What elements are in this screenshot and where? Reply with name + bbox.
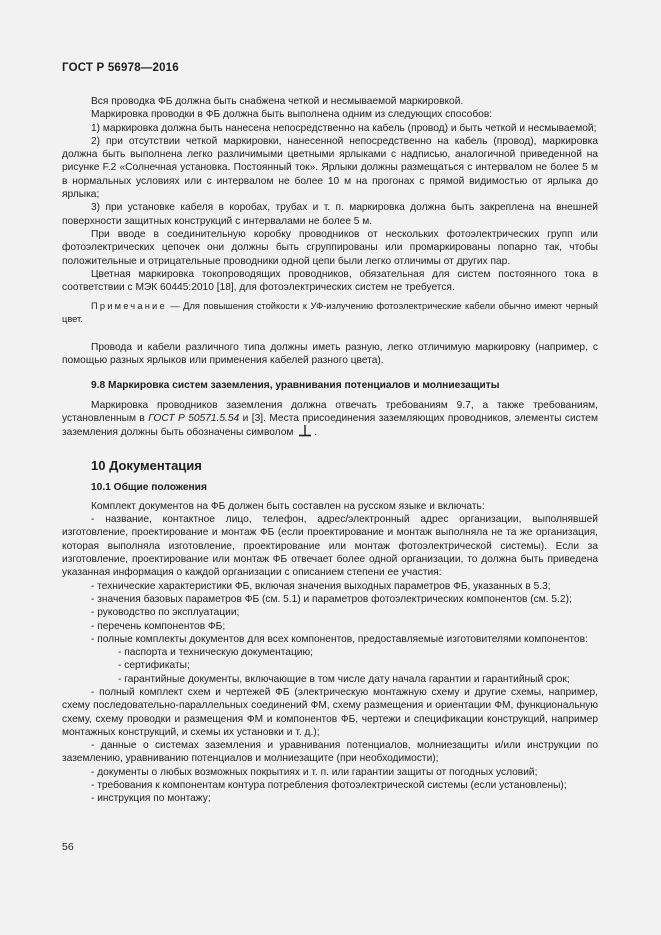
paragraph: 3) при установке кабеля в коробах, трубах и т. п. маркировка должна быть закреплена на внешней поверхности защитных конструкций с интервалами не более 5 м. bbox=[62, 202, 598, 227]
section-10-heading: 10 Документация bbox=[91, 457, 202, 473]
paragraph: Маркировка проводки в ФБ должна быть выполнена одним из следующих способов: bbox=[91, 109, 493, 121]
list-item: - значения базовых параметров ФБ (см. 5.1) и параметров фотоэлектрических компонентов (см. 5.2); bbox=[91, 593, 572, 605]
section-9-8-text bbox=[62, 399, 598, 440]
section-9-8-text-a: Маркировка проводников заземления должна отвечать требованиям 9.7, а также требованиям, установленным в bbox=[62, 399, 598, 424]
list-item: - данные о системах заземления и уравнивания потенциалов, молниезащиты и/или инструкции по заземлению, уравниванию потенциалов и молниезащите (при необходимости); bbox=[62, 740, 598, 765]
ground-symbol-icon bbox=[298, 425, 312, 439]
list-item: - требования к компонентам контура потребления фотоэлектрической системы (если установлены); bbox=[91, 780, 567, 792]
sub-list-item: - сертификаты; bbox=[118, 660, 190, 672]
paragraph: Цветная маркировка токопроводящих проводников, обязательная для систем постоянного тока в соответствии с МЭК 60445:2010 [18], для фотоэлектрических систем не требуется. bbox=[62, 268, 598, 294]
page-content bbox=[62, 95, 598, 806]
paragraph-cables: Провода и кабели различного типа должны иметь разную, легко отличимую маркировку (например, с помощью разных ярлыков или применения кабелей разного цвета). bbox=[62, 341, 598, 367]
note-text: Для повышения стойкости к УФ-излучению фотоэлектрические кабели обычно имеют черный цвет. bbox=[62, 301, 598, 324]
note-dash: — bbox=[170, 301, 180, 312]
sub-list-item: - гарантийные документы, включающие в том числе дату начала гарантии и гарантийный срок; bbox=[118, 673, 570, 685]
paragraph: 2) при отсутствии четкой маркировки, нанесенной непосредственно на кабель (провод), маркировка должна быть выполнена легко различимыми цветными ярлыками с надписью, аналогичной приведенной на рисунке F.2 «Солнечная установка. Постоянный ток». Ярлыки должны размещаться с интервалом не более 5 м в нормальных условиях или с интервалом не более 10 м на прогонах с прямой видимостью от ярлыка до ярлыка; bbox=[62, 135, 598, 201]
paragraph: 1) маркировка должна быть нанесена непосредственно на кабель (провод) и быть четкой и несмываемой; bbox=[91, 122, 597, 134]
list-item: - руководство по эксплуатации; bbox=[91, 607, 240, 619]
document-header: ГОСТ Р 56978—2016 bbox=[62, 62, 179, 74]
sub-list-item: - паспорта и техническую документацию; bbox=[118, 647, 313, 659]
page-number: 56 bbox=[62, 841, 74, 853]
list-item: - технические характеристики ФБ, включая значения выходных параметров ФБ, указанных в 5.3; bbox=[91, 580, 551, 592]
section-9-8-heading: 9.8 Маркировка систем заземления, уравнивания потенциалов и молниезащиты bbox=[91, 380, 500, 392]
note bbox=[62, 300, 598, 325]
list-item: - название, контактное лицо, телефон, адрес/электронный адрес организации, выполнявшей изготовление, проектирование и монтаж ФБ (если проектирование и монтаж выполняла не та же организация, которая выполняла изготовление, проектирование или монтаж фотоэлектрической системы). Если за изготовление, проектирование или монтаж ФБ отвечает более одной организации, то должна быть приведена указанная информация о каждой организации с описанием степени ее участия: bbox=[62, 514, 598, 579]
list-item: - перечень компонентов ФБ; bbox=[91, 620, 226, 632]
section-10-intro: Комплект документов на ФБ должен быть составлен на русском языке и включать: bbox=[91, 500, 485, 512]
standard-reference: ГОСТ Р 50571.5.54 bbox=[148, 412, 240, 424]
section-10-1-heading: 10.1 Общие положения bbox=[91, 481, 207, 493]
note-label: Примечание bbox=[91, 301, 167, 312]
list-item: - инструкция по монтажу; bbox=[91, 793, 211, 805]
section-9-8-text-c: . bbox=[314, 427, 318, 439]
paragraph: Вся проводка ФБ должна быть снабжена четкой и несмываемой маркировкой. bbox=[91, 96, 464, 107]
list-item: - полные комплекты документов для всех компонентов, предоставляемые изготовителями компонентов: bbox=[91, 633, 588, 645]
section-9-8-text-b: и [3]. Места присоединения заземляющих проводников, элементы систем заземления должны быть обозначены символом bbox=[62, 412, 598, 439]
paragraph: При вводе в соединительную коробку проводников от нескольких фотоэлектрических групп или фотоэлектрических цепочек они должны быть сгруппированы или промаркированы попарно так, чтобы положительные и отрицательные проводники одной цепи были легко отличимы от других пар. bbox=[62, 228, 598, 267]
list-item: - документы о любых возможных покрытиях и т. п. или гарантии защиты от погодных условий; bbox=[91, 766, 538, 778]
list-item: - полный комплект схем и чертежей ФБ (электрическую монтажную схему и другие схемы, например, схему последовательно-параллельных соединений ФМ, схему размещения и ориентации ФМ, функциональную схему, схему проводки и размещения ФМ и компонентов ФБ, чертежи и спецификации конструкций, например монтажных конструкций, и схемы их установки и т. д.); bbox=[62, 686, 598, 738]
